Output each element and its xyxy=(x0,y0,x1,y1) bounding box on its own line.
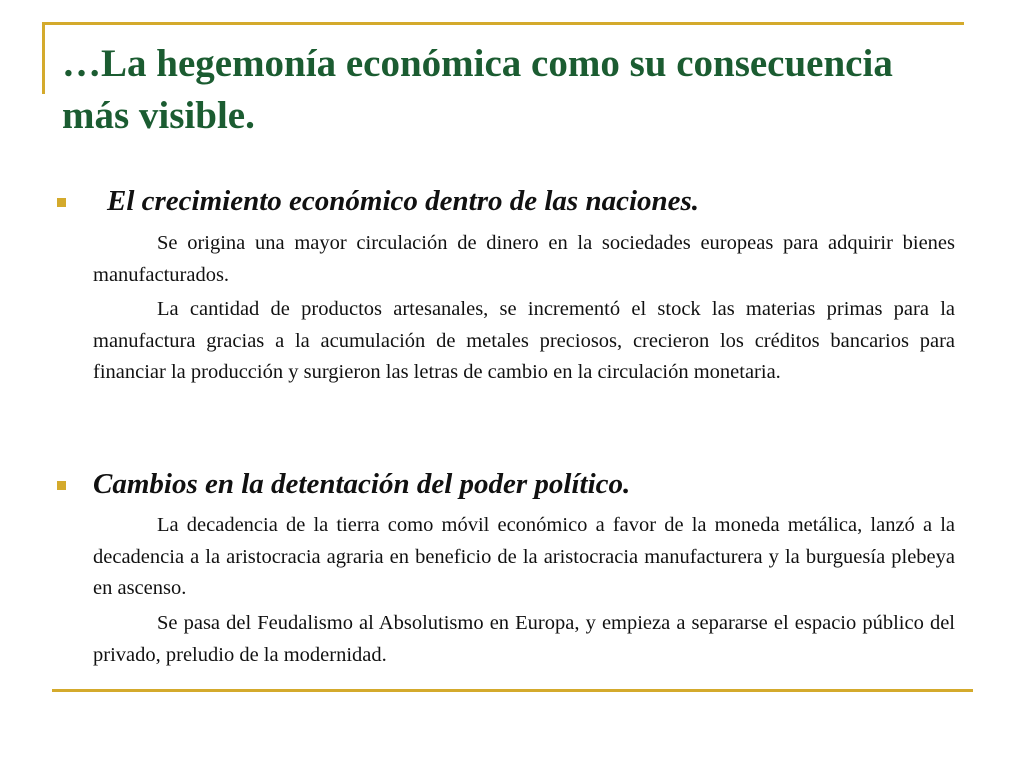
paragraph: La decadencia de la tierra como móvil económico a favor de la moneda metálica, lanzó a la decadencia a la aristocracia agraria en beneficio de la aristocracia manufacturera y la burguesía plebeya en ascenso. xyxy=(93,514,955,599)
paragraph: La cantidad de productos artesanales, se incrementó el stock las materias primas para la manufactura gracias a la acumulación de metales preciosos, crecieron los créditos bancarios para financiar la producción y surgieron las letras de cambio en la circulación monetaria. xyxy=(93,298,955,383)
paragraph: Se pasa del Feudalismo al Absolutismo en Europa, y empieza a separarse el espacio público del privado, preludio de la modernidad. xyxy=(93,612,955,666)
bottom-accent-rule xyxy=(52,689,973,692)
slide-title: …La hegemonía económica como su consecuencia más visible. xyxy=(62,42,893,137)
left-accent-rule xyxy=(42,22,45,94)
paragraph: Se origina una mayor circulación de dinero en la sociedades europeas para adquirir bienes manufacturados. xyxy=(93,232,955,286)
top-accent-rule xyxy=(42,22,964,25)
section-heading-political: Cambios en la detentación del poder político. xyxy=(93,468,631,500)
bullet-square-icon xyxy=(57,481,66,490)
section-heading-growth: El crecimiento económico dentro de las naciones. xyxy=(107,185,700,217)
bullet-square-icon xyxy=(57,198,66,207)
